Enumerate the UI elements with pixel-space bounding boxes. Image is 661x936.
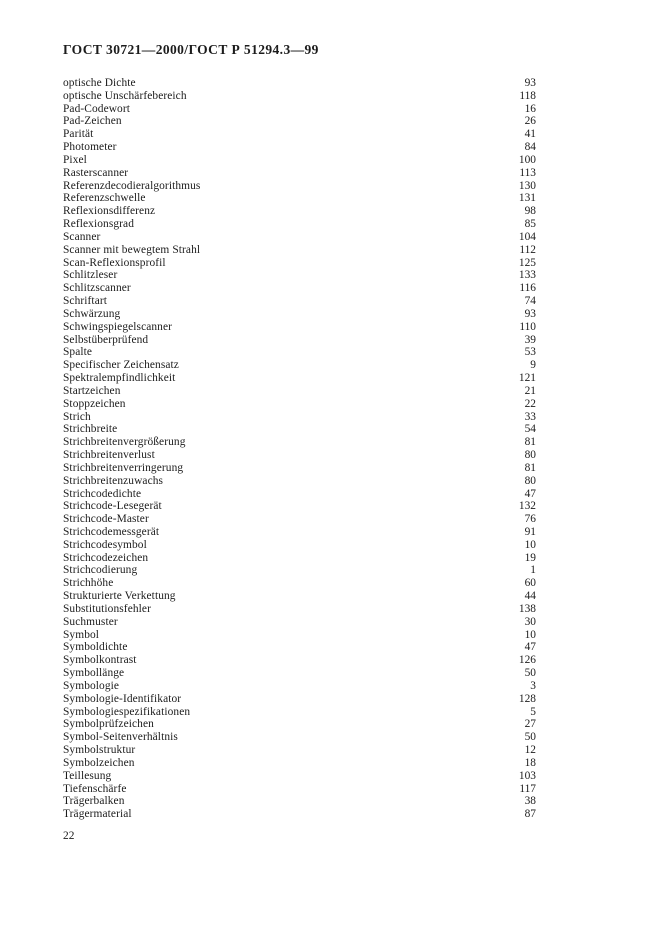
index-page-ref: 39	[524, 333, 536, 346]
index-row	[63, 462, 536, 475]
index-page-ref: 53	[524, 346, 536, 359]
index-term: Strichbreitenzuwachs	[63, 474, 164, 487]
index-term: Schriftart	[63, 295, 108, 308]
index-row	[63, 77, 536, 90]
index-row	[63, 244, 536, 257]
index-row	[63, 590, 536, 603]
index-row	[63, 795, 536, 808]
index-row	[63, 205, 536, 218]
index-term: Pad-Codewort	[63, 102, 131, 115]
index-page-ref: 16	[524, 102, 536, 115]
index-row	[63, 436, 536, 449]
index-row	[63, 398, 536, 411]
index-page-ref: 41	[524, 128, 536, 141]
index-term: Pad-Zeichen	[63, 115, 122, 128]
index-page-ref: 80	[524, 474, 536, 487]
index-page-ref: 132	[518, 500, 536, 513]
page-number: 22	[63, 830, 75, 842]
index-row	[63, 757, 536, 770]
index-row	[63, 680, 536, 693]
index-row	[63, 475, 536, 488]
index-term: Strichbreite	[63, 423, 118, 436]
index-page-ref: 81	[524, 461, 536, 474]
index-page-ref: 103	[518, 769, 536, 782]
index-row	[63, 577, 536, 590]
index-page-ref: 54	[524, 423, 536, 436]
index-term: Strichbreitenvergrößerung	[63, 436, 186, 449]
index-row	[63, 654, 536, 667]
index-row	[63, 192, 536, 205]
index-term: Scan-Reflexionsprofil	[63, 256, 166, 269]
index-term: optische Dichte	[63, 77, 136, 89]
index-term: Strichbreitenverlust	[63, 449, 155, 462]
index-term: Schlitzleser	[63, 269, 118, 282]
index-term: Referenzschwelle	[63, 192, 146, 205]
index-page-ref: 26	[524, 115, 536, 128]
index-row	[63, 552, 536, 565]
index-term: Symbol	[63, 628, 100, 641]
index-term: Symbologiespezifikationen	[63, 705, 191, 718]
index-page-ref: 22	[524, 397, 536, 410]
index-row	[63, 218, 536, 231]
index-row	[63, 564, 536, 577]
index-term: Scanner mit bewegtem Strahl	[63, 243, 201, 256]
index-term: Stoppzeichen	[63, 397, 126, 410]
index-term: Tiefenschärfe	[63, 782, 127, 795]
index-term: Trägerbalken	[63, 795, 125, 808]
index-page-ref: 112	[519, 243, 536, 256]
index-page-ref: 3	[530, 679, 536, 692]
index-row	[63, 154, 536, 167]
index-page-ref: 50	[524, 667, 536, 680]
index-row	[63, 282, 536, 295]
index-term: Reflexionsdifferenz	[63, 205, 156, 218]
index-row	[63, 706, 536, 719]
index-row	[63, 783, 536, 796]
index-page-ref: 47	[524, 641, 536, 654]
index-term: Teillesung	[63, 769, 112, 782]
index-page-ref: 10	[524, 628, 536, 641]
index-page-ref: 128	[518, 692, 536, 705]
index-row	[63, 385, 536, 398]
index-page-ref: 50	[524, 731, 536, 744]
index-row	[63, 411, 536, 424]
index-page-ref: 5	[530, 705, 536, 718]
index-page-ref: 91	[524, 525, 536, 538]
index-page-ref: 84	[524, 141, 536, 154]
index-term: Rasterscanner	[63, 166, 129, 179]
index-page-ref: 47	[524, 487, 536, 500]
index-row	[63, 167, 536, 180]
index-row	[63, 808, 536, 821]
index-row	[63, 180, 536, 193]
index-term: Symbolzeichen	[63, 756, 135, 769]
index-row	[63, 770, 536, 783]
index-page-ref: 118	[519, 89, 536, 102]
index-page-ref: 133	[518, 269, 536, 282]
index-term: Strukturierte Verkettung	[63, 590, 176, 603]
index-page-ref: 130	[518, 179, 536, 192]
index-page-ref: 18	[524, 756, 536, 769]
index-term: Strichcode-Lesegerät	[63, 500, 162, 513]
index-page-ref: 116	[519, 282, 536, 295]
index-page-ref: 138	[518, 602, 536, 615]
index-page-ref: 81	[524, 436, 536, 449]
index-term: Symbollänge	[63, 667, 125, 680]
index-row	[63, 308, 536, 321]
index-page-ref: 10	[524, 538, 536, 551]
index-row	[63, 295, 536, 308]
index-term: Pixel	[63, 153, 87, 166]
index-term: Symbologie	[63, 679, 120, 692]
index-row	[63, 616, 536, 629]
index-term: Scanner	[63, 230, 101, 243]
index-term: Strichhöhe	[63, 577, 114, 590]
index-term: optische Unschärfebereich	[63, 89, 187, 102]
index-term: Symboldichte	[63, 641, 128, 654]
index-row	[63, 346, 536, 359]
index-row	[63, 257, 536, 270]
index-term: Schwingspiegelscanner	[63, 320, 173, 333]
index-page-ref: 117	[519, 782, 536, 795]
index-term: Startzeichen	[63, 384, 121, 397]
index-page-ref: 33	[524, 410, 536, 423]
index-row	[63, 718, 536, 731]
index-row	[63, 115, 536, 128]
index-row	[63, 359, 536, 372]
index-page-ref: 104	[518, 230, 536, 243]
index-row	[63, 693, 536, 706]
index-page-ref: 9	[530, 359, 536, 372]
index-page-ref: 19	[524, 551, 536, 564]
index-row	[63, 526, 536, 539]
index-row	[63, 269, 536, 282]
index-row	[63, 141, 536, 154]
index-term: Spektralempfindlichkeit	[63, 372, 176, 385]
index-page-ref: 110	[519, 320, 536, 333]
index-page-ref: 21	[524, 384, 536, 397]
index-row	[63, 629, 536, 642]
index-term: Strichcodezeichen	[63, 551, 149, 564]
index-row	[63, 372, 536, 385]
index-term: Strichcodierung	[63, 564, 138, 577]
index-row	[63, 744, 536, 757]
index-page-ref: 125	[518, 256, 536, 269]
index-page-ref: 113	[519, 166, 536, 179]
index-row	[63, 334, 536, 347]
index-row	[63, 321, 536, 334]
index-term: Trägermaterial	[63, 808, 132, 821]
index-page-ref: 80	[524, 449, 536, 462]
index-row	[63, 500, 536, 513]
index-term: Strichcodesymbol	[63, 538, 147, 551]
index-term: Suchmuster	[63, 615, 118, 628]
index-term: Schwärzung	[63, 307, 121, 320]
index-page-ref: 1	[530, 564, 536, 577]
index-term: Strichcodemessgerät	[63, 525, 160, 538]
index-row	[63, 731, 536, 744]
index-page-ref: 121	[518, 372, 536, 385]
index-page-ref: 93	[524, 77, 536, 89]
index-term: Specifischer Zeichensatz	[63, 359, 179, 372]
index-row	[63, 90, 536, 103]
index-term: Selbstüberprüfend	[63, 333, 149, 346]
index-row	[63, 128, 536, 141]
index-page-ref: 27	[524, 718, 536, 731]
index-row	[63, 449, 536, 462]
index-term: Symbolprüfzeichen	[63, 718, 154, 731]
index-term: Substitutionsfehler	[63, 602, 151, 615]
index-row	[63, 103, 536, 116]
index-row	[63, 513, 536, 526]
document-header: ГОСТ 30721—2000/ГОСТ Р 51294.3—99	[63, 42, 319, 57]
index-row	[63, 641, 536, 654]
index-term: Parität	[63, 128, 94, 141]
index-page-ref: 44	[524, 590, 536, 603]
index-row	[63, 667, 536, 680]
index-row	[63, 231, 536, 244]
index-row	[63, 488, 536, 501]
index-term: Photometer	[63, 141, 117, 154]
index-term: Strich	[63, 410, 91, 423]
index-page-ref: 100	[518, 153, 536, 166]
index-term: Symbolstruktur	[63, 744, 136, 757]
index-page-ref: 76	[524, 513, 536, 526]
index-page-ref: 98	[524, 205, 536, 218]
index-row	[63, 423, 536, 436]
index-page-ref: 93	[524, 307, 536, 320]
index-term: Symbologie-Identifikator	[63, 692, 182, 705]
index-term: Symbolkontrast	[63, 654, 137, 667]
index-term: Symbol-Seitenverhältnis	[63, 731, 178, 744]
index-list	[63, 77, 536, 821]
index-page-ref: 87	[524, 808, 536, 821]
index-term: Reflexionsgrad	[63, 218, 134, 231]
index-row	[63, 539, 536, 552]
index-term: Spalte	[63, 346, 93, 359]
index-page-ref: 131	[518, 192, 536, 205]
index-page-ref: 85	[524, 218, 536, 231]
index-term: Strichcode-Master	[63, 513, 149, 526]
index-page-ref: 60	[524, 577, 536, 590]
index-page-ref: 74	[524, 295, 536, 308]
index-term: Schlitzscanner	[63, 282, 131, 295]
index-page-ref: 38	[524, 795, 536, 808]
index-page-ref: 126	[518, 654, 536, 667]
index-term: Referenzdecodieralgorithmus	[63, 179, 201, 192]
index-row	[63, 603, 536, 616]
index-page-ref: 12	[524, 744, 536, 757]
index-page-ref: 30	[524, 615, 536, 628]
index-term: Strichcodedichte	[63, 487, 142, 500]
index-term: Strichbreitenverringerung	[63, 461, 184, 474]
